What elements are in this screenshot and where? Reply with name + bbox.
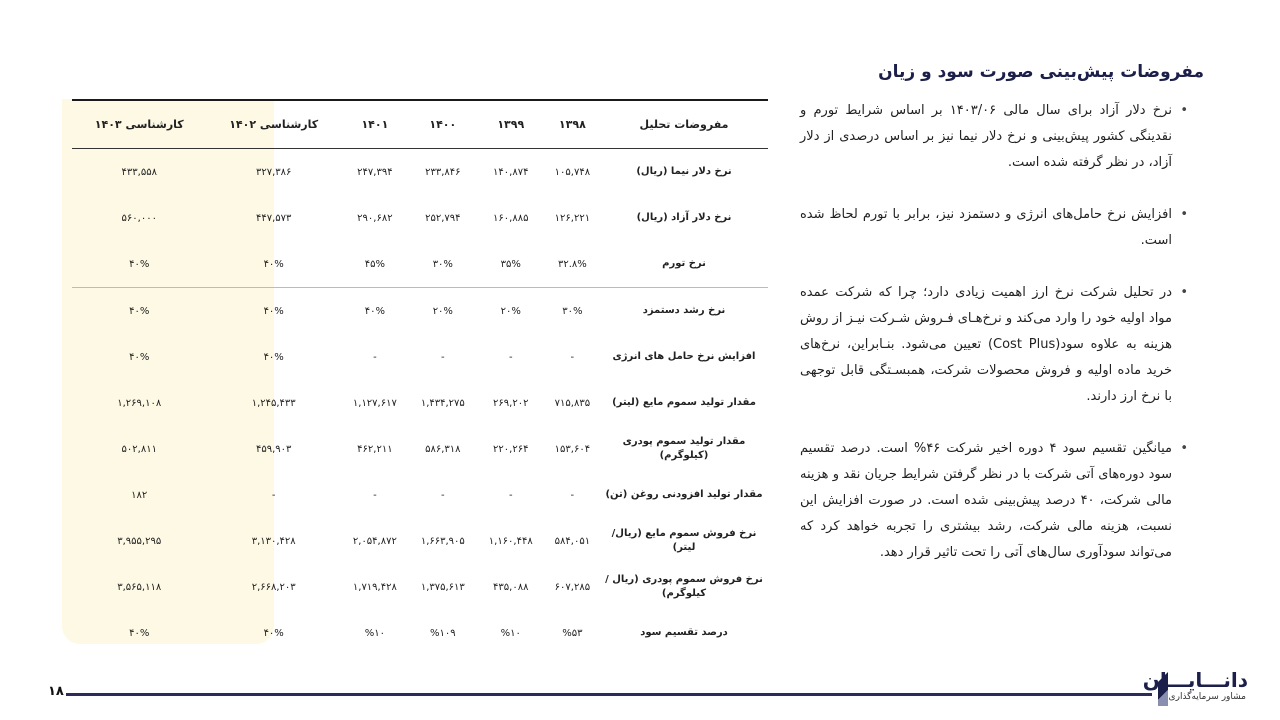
table-cell: ۵۰۲,۸۱۱: [121, 443, 157, 455]
row-label: درصد تقسیم سود: [640, 627, 728, 638]
table-row: [72, 518, 768, 564]
bullet-item: • در تحلیل شرکت نرخ ارز اهمیت زیادی دارد؛ چرا که شرکت عمده مواد اولیه خود را وارد می‌کند و نرخ‌هـای فـروش شـرکت نیـز از روش هزینه به علاوه سود(Cost Plus) تعیین می‌شود. بنـابراین، نرخ‌های خرید ماده اولیه و فروش محصولات شرکت، همبسـتگی قابل توجهی با نرخ ارز دارند.: [800, 280, 1172, 410]
table-cell: ۳۵%: [477, 241, 545, 288]
table-cell: ۲۶۹,۲۰۲: [493, 397, 529, 409]
page-number: ۱۸: [48, 684, 64, 699]
table-cell: ۴۰%: [206, 241, 340, 288]
row-label: نرخ فروش سموم پودری (ریال / کیلوگرم): [605, 574, 763, 599]
table-row: [72, 241, 768, 288]
table-cell: ۱۸۲: [131, 489, 148, 501]
assumptions-list: [800, 98, 1190, 592]
row-label: افزایش نرخ حامل های انرژی: [612, 351, 756, 362]
table-cell: ۲,۰۵۴,۸۷۲: [352, 535, 397, 547]
table-cell: ۴۶۲,۲۱۱: [357, 443, 393, 455]
row-label: نرخ دلار نیما (ریال): [636, 166, 732, 177]
bullet-item: • افزایش نرخ حامل‌های انرژی و دستمزد نیز، برابر با تورم لحاظ شده است.: [800, 202, 1172, 254]
table-header-cell: ۱۴۰۰: [409, 100, 477, 149]
table-cell: ۴۰%: [129, 305, 150, 317]
table-cell: ۱,۱۲۷,۶۱۷: [352, 397, 397, 409]
table-cell: ۵۸۴,۰۵۱: [554, 535, 591, 547]
table-cell: ۴۵۹,۹۰۳: [255, 443, 292, 455]
page-title: مفروضات پیش‌بینی صورت سود و زیان: [878, 62, 1204, 82]
table-cell: ۲,۶۶۸,۲۰۳: [251, 581, 296, 593]
row-label: نرخ تورم: [600, 241, 768, 288]
table-header-cell: ۱۳۹۸: [545, 100, 600, 149]
table-cell: ۱,۷۱۹,۴۲۸: [352, 581, 397, 593]
bullet-item: • نرخ دلار آزاد برای سال مالی ۱۴۰۳/۰۶ بر اساس شرایط تورم و نقدینگی کشور پیش‌بینی و نرخ دلار نیما نیز بر اساس درصدی از دلار آزاد، در نظر گرفته شده است.: [800, 98, 1172, 176]
table-header-cell: ۱۳۹۹: [477, 100, 545, 149]
table-cell: ۷۱۵,۸۳۵: [554, 397, 591, 409]
table-cell: %۱۰: [500, 627, 521, 639]
row-label: مقدار تولید سموم پودری (کیلوگرم): [622, 436, 746, 461]
table-cell: -: [570, 489, 575, 501]
table-cell: ۳۲۷,۳۸۶: [255, 166, 292, 178]
table-cell: ۳۰%: [562, 305, 583, 317]
row-label: نرخ دلار آزاد (ریال): [636, 212, 732, 223]
row-label: مقدار تولید افزودنی روغن (تن): [605, 489, 763, 500]
table-row: [72, 380, 768, 426]
table-cell: ۱,۲۴۵,۴۳۳: [251, 397, 296, 409]
table-cell: ۱۵۳,۶۰۴: [554, 443, 591, 455]
table-cell: ۱۴۰,۸۷۴: [493, 166, 529, 178]
table-cell: ۱,۳۷۵,۶۱۳: [420, 581, 465, 593]
table-cell: -: [441, 351, 445, 363]
table-cell: ۴۵%: [341, 241, 409, 288]
table-cell: ۱,۶۶۳,۹۰۵: [420, 535, 465, 547]
table-cell: ۲۴۷,۳۹۴: [357, 166, 393, 178]
table-cell: -: [373, 489, 377, 501]
row-label: نرخ رشد دستمزد: [642, 305, 726, 316]
table-cell: ۴۴۷,۵۷۳: [255, 212, 292, 224]
table-cell: ۳,۹۵۵,۲۹۵: [117, 535, 162, 547]
table-cell: ۲۵۲,۷۹۴: [425, 212, 461, 224]
table-cell: -: [441, 489, 445, 501]
table-cell: -: [570, 351, 575, 363]
table-row: [72, 426, 768, 472]
table-cell: ۲۳۳,۸۴۶: [425, 166, 461, 178]
table-cell: ۲۰%: [432, 305, 453, 317]
table-cell: ۳۲.۸%: [545, 241, 600, 288]
footer-divider: [66, 693, 1152, 696]
table-cell: ۴۳۳,۵۵۸: [121, 166, 157, 178]
table-cell: ۴۰%: [263, 351, 284, 363]
row-label: نرخ فروش سموم مایع (ریال/ لیتر): [611, 528, 757, 553]
table-row: [72, 149, 768, 196]
table-cell: ۳۰%: [409, 241, 477, 288]
table-cell: ۱۰۵,۷۴۸: [554, 166, 591, 178]
table-row: [72, 610, 768, 656]
table-header-cell: کارشناسی ۱۴۰۳: [72, 100, 206, 149]
table-cell: ۲۲۰,۲۶۴: [493, 443, 529, 455]
table-cell: ۱,۱۶۰,۴۴۸: [488, 535, 533, 547]
table-header-cell: کارشناسی ۱۴۰۲: [206, 100, 340, 149]
table-cell: -: [271, 489, 276, 501]
table-cell: ۱۲۶,۲۲۱: [554, 212, 591, 224]
table-row: [72, 195, 768, 241]
table-cell: ۲۰%: [500, 305, 521, 317]
table-cell: ۱,۴۳۴,۲۷۵: [420, 397, 465, 409]
table-cell: ۶۰۷,۲۸۵: [554, 581, 591, 593]
table-cell: %۱۰: [364, 627, 385, 639]
table-cell: ۱,۲۶۹,۱۰۸: [117, 397, 162, 409]
row-label: مقدار تولید سموم مایع (لیتر): [612, 397, 756, 408]
table-cell: -: [508, 351, 513, 363]
table-cell: ۴۰%: [129, 627, 150, 639]
table-cell: %۵۳: [562, 627, 583, 639]
table-cell: ۴۰%: [263, 305, 284, 317]
table-cell: ۴۰%: [72, 241, 206, 288]
table-header-cell: مفروضات تحلیل: [600, 100, 768, 149]
table-row: [72, 288, 768, 335]
brand-logo: [1142, 668, 1266, 712]
table-cell: ۴۰%: [129, 351, 150, 363]
assumptions-table-container: [72, 99, 768, 644]
table-row: [72, 564, 768, 610]
table-cell: ۴۳۵,۰۸۸: [493, 581, 529, 593]
table-cell: ۵۶۰,۰۰۰: [121, 212, 157, 224]
assumptions-table: [72, 99, 768, 656]
table-cell: ۳,۵۶۵,۱۱۸: [117, 581, 162, 593]
table-cell: ۲۹۰,۶۸۲: [357, 212, 393, 224]
table-cell: ۱۶۰,۸۸۵: [493, 212, 529, 224]
table-header-cell: ۱۴۰۱: [341, 100, 409, 149]
table-header-row: [72, 100, 768, 149]
bullet-item: • میانگین تقسیم سود ۴ دوره اخیر شرکت ۴۶% است. درصد تقسیم سود دوره‌های آتی شرکت با در نظر گرفتن شرایط جریان نقد و هزینه مالی شرکت، ۴۰ درصد پیش‌بینی شده است. در صورت افزایش این نسبت، هزینه مالی شرکت، رشد بیشتری را تجربه خواهد کرد که می‌تواند سودآوری سال‌های آتی را تحت تاثیر قرار دهد.: [800, 436, 1172, 566]
logo-name: دانـــایـــان: [1142, 668, 1248, 692]
table-cell: ۳,۱۳۰,۴۲۸: [251, 535, 296, 547]
table-cell: ۴۰%: [263, 627, 284, 639]
table-cell: ۴۰%: [364, 305, 385, 317]
table-cell: -: [373, 351, 377, 363]
table-cell: -: [508, 489, 513, 501]
table-row: [72, 334, 768, 380]
table-row: [72, 472, 768, 518]
table-cell: ۵۸۶,۳۱۸: [425, 443, 461, 455]
logo-subtitle: مشاور سرمایه‌گذاری: [1168, 692, 1246, 702]
table-cell: %۱۰۹: [430, 627, 456, 639]
